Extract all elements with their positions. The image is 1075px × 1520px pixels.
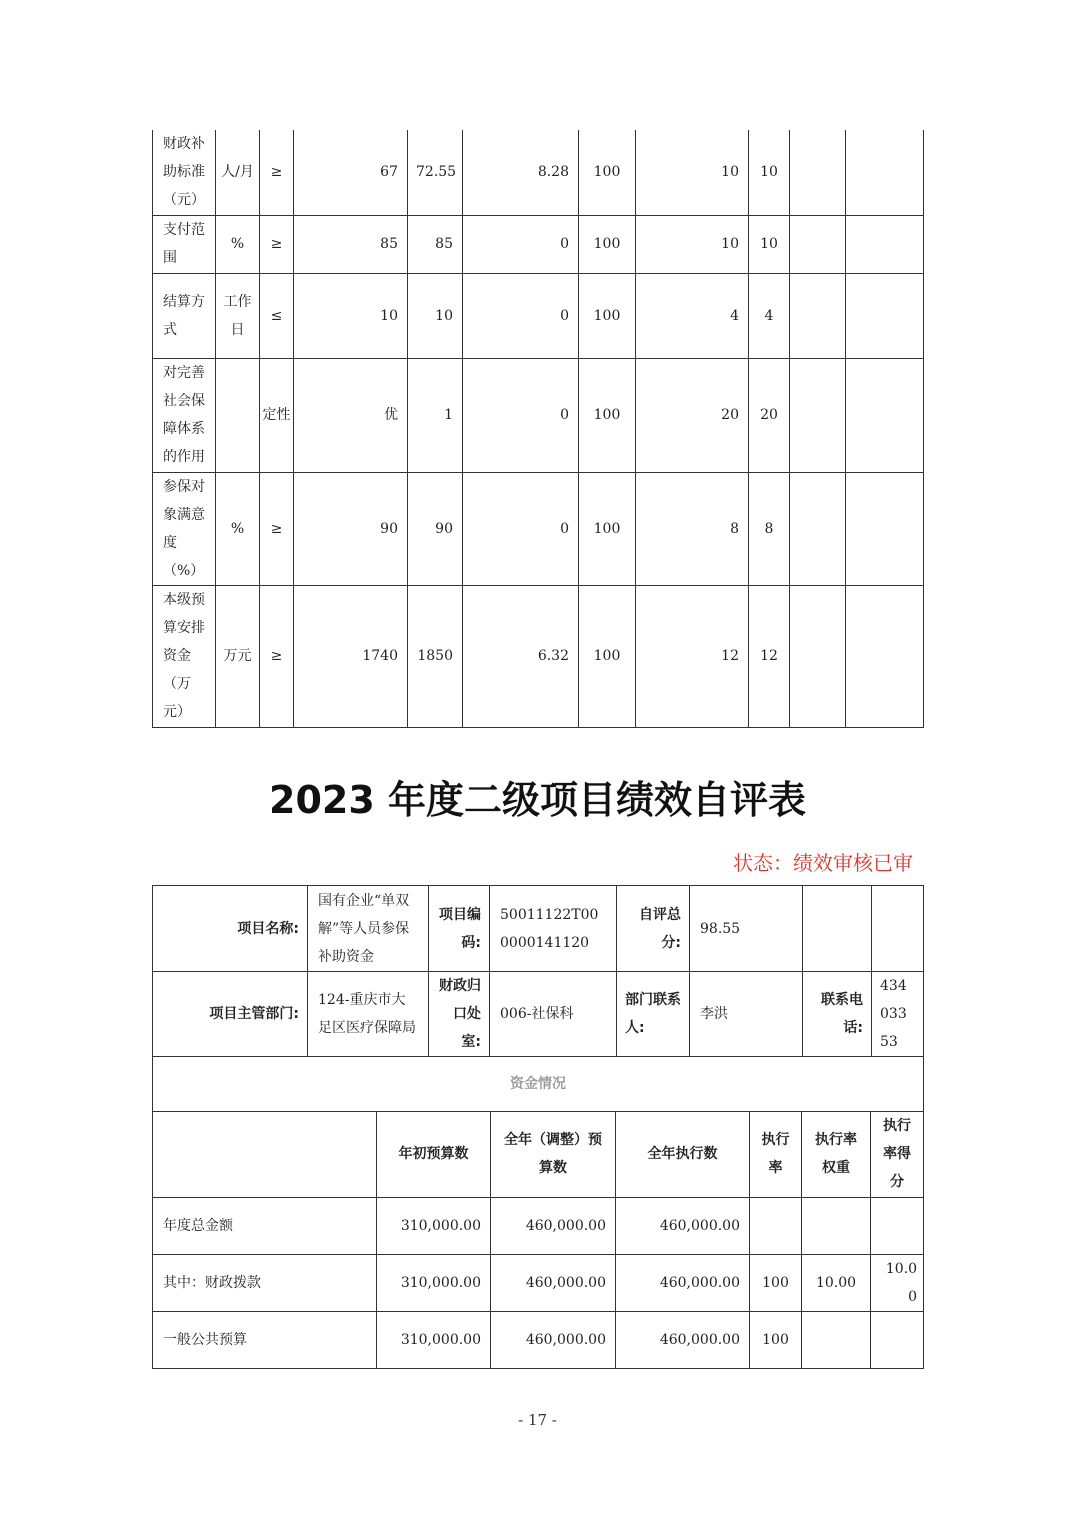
header-rate-weight: 执行率权重: [802, 1111, 871, 1197]
indicator-deviation: 0: [463, 472, 579, 585]
funding-row: [153, 1254, 924, 1311]
funding-score: [871, 1197, 924, 1254]
indicator-target: 优: [294, 358, 408, 472]
project-code-label: 项目编码:: [429, 886, 490, 972]
project-code-value: 50011122T000000141120: [490, 886, 617, 972]
funding-row-label: 一般公共预算: [153, 1311, 377, 1368]
info-row: [153, 972, 924, 1057]
project-info-table: [152, 885, 924, 1112]
indicator-empty-cell: [846, 215, 924, 273]
indicator-deviation: 0: [463, 273, 579, 358]
indicator-score: 10: [749, 215, 790, 273]
self-score-label: 自评总分:: [617, 886, 690, 972]
indicator-target: 67: [294, 130, 408, 215]
dept-label: 项目主管部门:: [153, 972, 308, 1057]
funding-rate: 100: [750, 1311, 802, 1368]
funding-score: 10.00: [871, 1254, 924, 1311]
indicator-actual: 90: [408, 472, 463, 585]
indicator-operator: ≥: [260, 215, 294, 273]
funding-rate: [750, 1197, 802, 1254]
funding-row-label: 年度总金额: [153, 1197, 377, 1254]
funding-executed: 460,000.00: [616, 1197, 750, 1254]
indicator-unit: %: [216, 472, 260, 585]
funding-weight: [802, 1311, 871, 1368]
indicator-deviation: 0: [463, 358, 579, 472]
indicator-score: 4: [749, 273, 790, 358]
indicator-weight: 8: [636, 472, 749, 585]
indicator-empty-cell: [846, 273, 924, 358]
indicator-empty-cell: [790, 358, 846, 472]
indicator-name: 本级预算安排资金（万元）: [153, 585, 216, 727]
indicator-unit: [216, 358, 260, 472]
indicator-target: 10: [294, 273, 408, 358]
indicator-actual: 72.55: [408, 130, 463, 215]
indicator-row: [153, 130, 924, 215]
project-name-value: 国有企业“单双解”等人员参保补助资金: [308, 886, 429, 972]
indicator-deviation: 8.28: [463, 130, 579, 215]
indicator-rate: 100: [579, 472, 636, 585]
indicator-target: 1740: [294, 585, 408, 727]
indicator-rate: 100: [579, 215, 636, 273]
funding-initial: 310,000.00: [377, 1311, 491, 1368]
indicator-empty-cell: [790, 130, 846, 215]
phone-value: 43403353: [872, 972, 924, 1057]
indicator-operator: ≥: [260, 472, 294, 585]
contact-label: 部门联系人:: [617, 972, 690, 1057]
indicator-row: [153, 585, 924, 727]
indicator-empty-cell: [790, 215, 846, 273]
indicator-weight: 10: [636, 215, 749, 273]
indicator-name: 参保对象满意度（%）: [153, 472, 216, 585]
indicator-empty-cell: [846, 472, 924, 585]
indicator-actual: 85: [408, 215, 463, 273]
indicator-unit: 万元: [216, 585, 260, 727]
page-title: 2023 年度二级项目绩效自评表: [269, 778, 806, 822]
funding-weight: 10.00: [802, 1254, 871, 1311]
finance-office-label: 财政归口处室:: [429, 972, 490, 1057]
indicator-rate: 100: [579, 358, 636, 472]
info-empty-cell: [803, 886, 872, 972]
header-adjusted-budget: 全年（调整）预算数: [491, 1111, 616, 1197]
funding-score: [871, 1311, 924, 1368]
status-text: 状态：绩效审核已审: [733, 851, 913, 875]
indicator-actual: 10: [408, 273, 463, 358]
indicator-deviation: 0: [463, 215, 579, 273]
indicator-score: 12: [749, 585, 790, 727]
dept-value: 124-重庆市大足区医疗保障局: [308, 972, 429, 1057]
indicator-unit: 工作日: [216, 273, 260, 358]
indicator-score: 20: [749, 358, 790, 472]
header-executed: 全年执行数: [616, 1111, 750, 1197]
section-title: 资金情况: [153, 1057, 924, 1112]
indicator-empty-cell: [846, 585, 924, 727]
funding-executed: 460,000.00: [616, 1254, 750, 1311]
indicator-score: 8: [749, 472, 790, 585]
indicator-empty-cell: [846, 130, 924, 215]
indicator-empty-cell: [846, 358, 924, 472]
indicator-name: 财政补助标准（元）: [153, 130, 216, 215]
info-empty-cell: [872, 886, 924, 972]
indicator-rate: 100: [579, 585, 636, 727]
funding-header-empty: [153, 1111, 377, 1197]
indicator-row: [153, 273, 924, 358]
funding-adjusted: 460,000.00: [491, 1254, 616, 1311]
indicator-row: [153, 472, 924, 585]
funding-executed: 460,000.00: [616, 1311, 750, 1368]
indicator-operator: ≥: [260, 130, 294, 215]
indicator-operator: ≤: [260, 273, 294, 358]
funding-adjusted: 460,000.00: [491, 1311, 616, 1368]
finance-office-value: 006-社保科: [490, 972, 617, 1057]
header-initial-budget: 年初预算数: [377, 1111, 491, 1197]
indicator-target: 90: [294, 472, 408, 585]
indicator-deviation: 6.32: [463, 585, 579, 727]
funding-row: [153, 1311, 924, 1368]
indicator-rate: 100: [579, 130, 636, 215]
header-rate-score: 执行率得分: [871, 1111, 924, 1197]
funding-row: [153, 1197, 924, 1254]
indicator-empty-cell: [790, 472, 846, 585]
project-name-label: 项目名称:: [153, 886, 308, 972]
indicator-empty-cell: [790, 273, 846, 358]
contact-value: 李洪: [690, 972, 803, 1057]
funding-header-row: [153, 1111, 924, 1197]
indicator-score: 10: [749, 130, 790, 215]
indicator-target: 85: [294, 215, 408, 273]
indicator-actual: 1850: [408, 585, 463, 727]
section-row: [153, 1057, 924, 1112]
funding-initial: 310,000.00: [377, 1254, 491, 1311]
indicator-operator: ≥: [260, 585, 294, 727]
indicator-actual: 1: [408, 358, 463, 472]
funding-table: [152, 1111, 924, 1369]
phone-label: 联系电话:: [803, 972, 872, 1057]
self-score-value: 98.55: [690, 886, 803, 972]
page-number: - 17 -: [518, 1411, 557, 1429]
indicator-row: [153, 215, 924, 273]
indicator-weight: 10: [636, 130, 749, 215]
indicator-name: 结算方式: [153, 273, 216, 358]
indicator-weight: 20: [636, 358, 749, 472]
indicator-empty-cell: [790, 585, 846, 727]
indicator-unit: %: [216, 215, 260, 273]
funding-weight: [802, 1197, 871, 1254]
indicator-weight: 12: [636, 585, 749, 727]
indicator-name: 对完善社会保障体系的作用: [153, 358, 216, 472]
indicator-rate: 100: [579, 273, 636, 358]
funding-initial: 310,000.00: [377, 1197, 491, 1254]
indicator-weight: 4: [636, 273, 749, 358]
header-execution-rate: 执行率: [750, 1111, 802, 1197]
indicator-row: [153, 358, 924, 472]
funding-rate: 100: [750, 1254, 802, 1311]
indicator-unit: 人/月: [216, 130, 260, 215]
funding-adjusted: 460,000.00: [491, 1197, 616, 1254]
info-row: [153, 886, 924, 972]
indicator-table: [152, 130, 924, 728]
indicator-name: 支付范围: [153, 215, 216, 273]
funding-row-label: 其中：财政拨款: [153, 1254, 377, 1311]
indicator-operator: 定性: [260, 358, 294, 472]
